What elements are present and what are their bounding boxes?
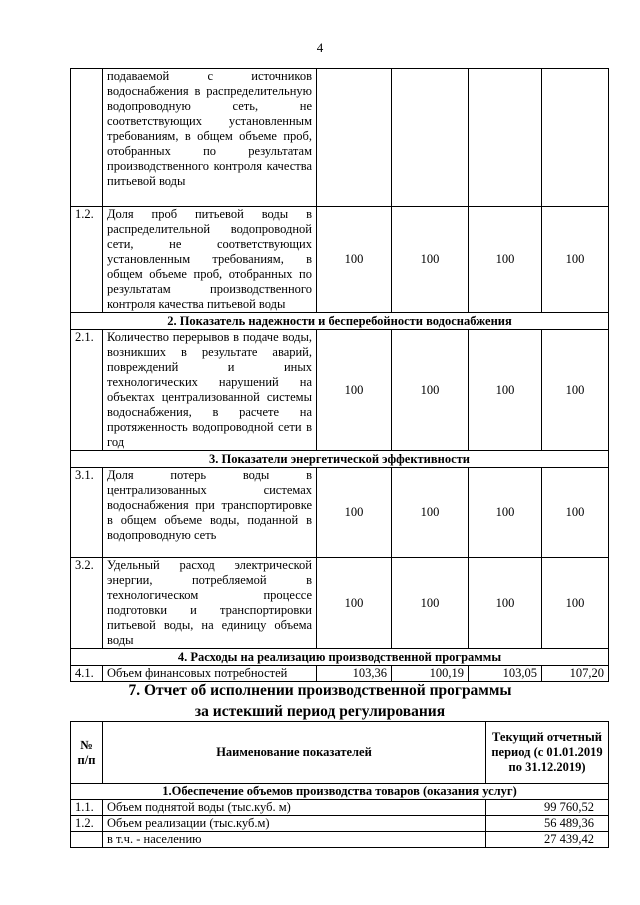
table-row (71, 207, 609, 313)
table-row (71, 816, 609, 832)
table-row (71, 69, 609, 207)
value-1: 100 (317, 468, 392, 558)
row-num (71, 832, 103, 848)
value-2: 100,19 (392, 666, 469, 682)
value-3: 100 (469, 558, 542, 649)
section-row (71, 451, 609, 468)
value-4: 100 (542, 468, 609, 558)
row-name: Доля проб питьевой воды в распределительной водопроводной сети, не соответствующих установленным требованиям, в общем объеме проб, отобранных по результатам производственного контроля качества питьевой воды (103, 207, 317, 313)
row-name: Объем финансовых потребностей (103, 666, 317, 682)
value-1: 100 (317, 558, 392, 649)
row-num: 1.2. (71, 816, 103, 832)
row-value: 56 489,36 (486, 816, 609, 832)
value-2: 100 (392, 468, 469, 558)
table-row (71, 558, 609, 649)
row-num: 3.2. (71, 558, 103, 649)
section-title: 4. Расходы на реализацию производственной программы (71, 649, 609, 666)
row-num (71, 69, 103, 207)
section-title: 2. Показатель надежности и бесперебойности водоснабжения (71, 313, 609, 330)
value-4: 107,20 (542, 666, 609, 682)
row-name: Удельный расход электрической энергии, потребляемой в технологическом процессе подготовки и транспортировки питьевой воды, на единицу объема воды (103, 558, 317, 649)
section-7-title-line1: 7. Отчет об исполнении производственной программы (128, 682, 512, 699)
value-2: 100 (392, 558, 469, 649)
value-1: 100 (317, 330, 392, 451)
value-4: 100 (542, 558, 609, 649)
table-row (71, 832, 609, 848)
report-table (70, 721, 609, 848)
value-3: 100 (469, 207, 542, 313)
report-section-row (71, 784, 609, 800)
value-3 (469, 69, 542, 207)
section-row (71, 313, 609, 330)
row-name: Доля потерь воды в централизованных системах водоснабжения при транспортировке в общем объеме воды, поданной в водопроводную сеть (103, 468, 317, 558)
section-title: 3. Показатели энергетической эффективности (71, 451, 609, 468)
row-name: Количество перерывов в подаче воды, возникших в результате аварий, повреждений и иных технологических нарушений на объектах централизованной системы водоснабжения, в расчете на протяженность водопроводной сети в год (103, 330, 317, 451)
row-value: 99 760,52 (486, 800, 609, 816)
report-header-row (71, 722, 609, 784)
row-name: подаваемой с источников водоснабжения в распределительную водопроводную сеть, не соответствующих установленным требованиям, в общем объеме проб, отобранных по результатам производственного контроля качества питьевой воды (103, 69, 317, 207)
value-3: 100 (469, 468, 542, 558)
value-4: 100 (542, 330, 609, 451)
value-2 (392, 69, 469, 207)
section-7-title (0, 680, 640, 722)
table-row (71, 468, 609, 558)
value-1: 103,36 (317, 666, 392, 682)
report-section-title: 1.Обеспечение объемов производства товаров (оказания услуг) (71, 784, 609, 800)
value-3: 103,05 (469, 666, 542, 682)
table-row (71, 800, 609, 816)
section-7-title-line2: за истекший период регулирования (194, 703, 446, 720)
value-3: 100 (469, 330, 542, 451)
row-name: Объем поднятой воды (тыс.куб. м) (103, 800, 486, 816)
row-value: 27 439,42 (486, 832, 609, 848)
row-name: Объем реализации (тыс.куб.м) (103, 816, 486, 832)
header-name: Наименование показателей (103, 722, 486, 784)
section-row (71, 649, 609, 666)
row-num: 1.2. (71, 207, 103, 313)
row-num: 1.1. (71, 800, 103, 816)
value-2: 100 (392, 330, 469, 451)
page-number: 4 (316, 40, 324, 55)
value-2: 100 (392, 207, 469, 313)
header-period: Текущий отчетный период (с 01.01.2019 по 31.12.2019) (486, 722, 609, 784)
row-num: 2.1. (71, 330, 103, 451)
value-1 (317, 69, 392, 207)
value-1: 100 (317, 207, 392, 313)
row-num: 4.1. (71, 666, 103, 682)
row-name: в т.ч. - населению (103, 832, 486, 848)
table-row (71, 330, 609, 451)
value-4 (542, 69, 609, 207)
value-4: 100 (542, 207, 609, 313)
indicators-table (70, 68, 609, 682)
row-num: 3.1. (71, 468, 103, 558)
header-num: № п/п (71, 722, 103, 784)
